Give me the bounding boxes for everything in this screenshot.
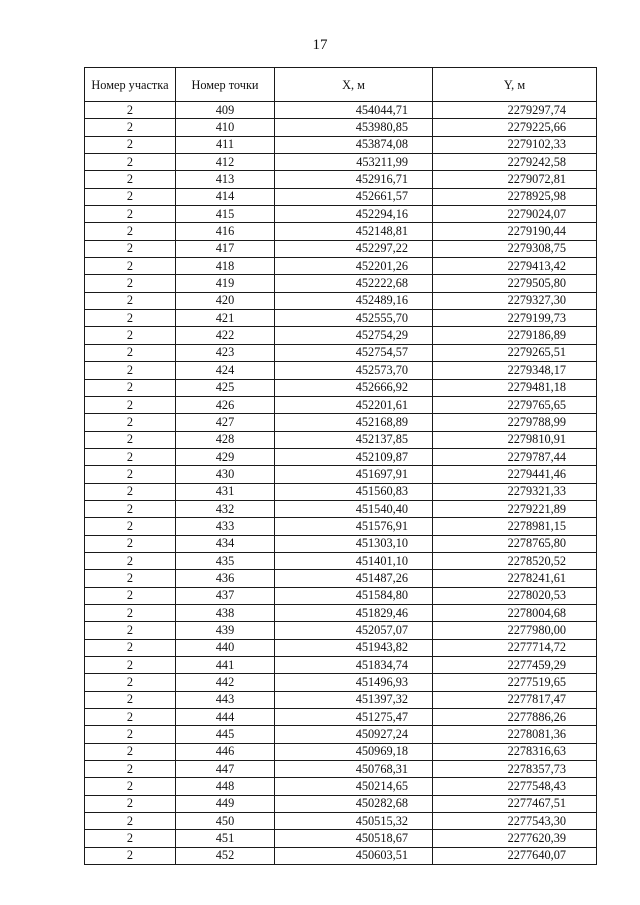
table-row: [85, 622, 597, 639]
cell-y-coordinate: 2277620,39: [433, 830, 597, 847]
cell-y-coordinate: 2279348,17: [433, 362, 597, 379]
cell-y-coordinate: 2277519,65: [433, 674, 597, 691]
cell-plot-number: 2: [85, 709, 176, 726]
cell-y-coordinate: 2279413,42: [433, 258, 597, 275]
cell-x-coordinate: 452168,89: [275, 414, 433, 431]
cell-plot-number: 2: [85, 761, 176, 778]
cell-plot-number: 2: [85, 258, 176, 275]
cell-y-coordinate: 2278241,61: [433, 570, 597, 587]
cell-plot-number: 2: [85, 795, 176, 812]
table-row: [85, 570, 597, 587]
cell-plot-number: 2: [85, 518, 176, 535]
cell-y-coordinate: 2277459,29: [433, 657, 597, 674]
cell-y-coordinate: 2279787,44: [433, 448, 597, 465]
cell-y-coordinate: 2279190,44: [433, 223, 597, 240]
cell-point-number: 424: [176, 362, 275, 379]
cell-y-coordinate: 2277543,30: [433, 813, 597, 830]
table-row: [85, 379, 597, 396]
cell-plot-number: 2: [85, 240, 176, 257]
cell-point-number: 410: [176, 119, 275, 136]
cell-point-number: 422: [176, 327, 275, 344]
cell-point-number: 415: [176, 206, 275, 223]
cell-x-coordinate: 452057,07: [275, 622, 433, 639]
table-row: [85, 830, 597, 847]
cell-point-number: 431: [176, 483, 275, 500]
table-row: [85, 500, 597, 517]
cell-point-number: 416: [176, 223, 275, 240]
cell-point-number: 419: [176, 275, 275, 292]
table-row: [85, 154, 597, 171]
table-row: [85, 223, 597, 240]
cell-x-coordinate: 452294,16: [275, 206, 433, 223]
cell-plot-number: 2: [85, 639, 176, 656]
cell-x-coordinate: 452201,61: [275, 396, 433, 413]
cell-point-number: 425: [176, 379, 275, 396]
cell-x-coordinate: 452137,85: [275, 431, 433, 448]
cell-x-coordinate: 451697,91: [275, 466, 433, 483]
cell-point-number: 448: [176, 778, 275, 795]
cell-point-number: 421: [176, 310, 275, 327]
cell-y-coordinate: 2279024,07: [433, 206, 597, 223]
cell-point-number: 436: [176, 570, 275, 587]
table-body: [85, 102, 597, 865]
table-row: [85, 102, 597, 119]
table-row: [85, 258, 597, 275]
cell-point-number: 444: [176, 709, 275, 726]
cell-x-coordinate: 452754,57: [275, 344, 433, 361]
table-row: [85, 709, 597, 726]
table-row: [85, 396, 597, 413]
table-row: [85, 535, 597, 552]
cell-x-coordinate: 452297,22: [275, 240, 433, 257]
cell-y-coordinate: 2279441,46: [433, 466, 597, 483]
cell-y-coordinate: 2277980,00: [433, 622, 597, 639]
cell-x-coordinate: 451584,80: [275, 587, 433, 604]
cell-y-coordinate: 2279810,91: [433, 431, 597, 448]
cell-x-coordinate: 451834,74: [275, 657, 433, 674]
cell-y-coordinate: 2279225,66: [433, 119, 597, 136]
cell-plot-number: 2: [85, 119, 176, 136]
cell-x-coordinate: 451275,47: [275, 709, 433, 726]
cell-x-coordinate: 451303,10: [275, 535, 433, 552]
cell-x-coordinate: 452148,81: [275, 223, 433, 240]
cell-plot-number: 2: [85, 102, 176, 119]
table-row: [85, 691, 597, 708]
cell-plot-number: 2: [85, 223, 176, 240]
cell-y-coordinate: 2279321,33: [433, 483, 597, 500]
table-row: [85, 362, 597, 379]
cell-y-coordinate: 2278765,80: [433, 535, 597, 552]
cell-point-number: 434: [176, 535, 275, 552]
cell-point-number: 446: [176, 743, 275, 760]
table-row: [85, 414, 597, 431]
cell-plot-number: 2: [85, 344, 176, 361]
table-row: [85, 778, 597, 795]
cell-plot-number: 2: [85, 743, 176, 760]
cell-plot-number: 2: [85, 275, 176, 292]
cell-point-number: 411: [176, 136, 275, 153]
cell-y-coordinate: 2279481,18: [433, 379, 597, 396]
cell-plot-number: 2: [85, 414, 176, 431]
cell-point-number: 417: [176, 240, 275, 257]
table-row: [85, 136, 597, 153]
cell-plot-number: 2: [85, 622, 176, 639]
cell-plot-number: 2: [85, 136, 176, 153]
cell-x-coordinate: 450515,32: [275, 813, 433, 830]
cell-plot-number: 2: [85, 292, 176, 309]
cell-x-coordinate: 452555,70: [275, 310, 433, 327]
table-row: [85, 483, 597, 500]
cell-y-coordinate: 2279765,65: [433, 396, 597, 413]
cell-x-coordinate: 450518,67: [275, 830, 433, 847]
cell-x-coordinate: 452489,16: [275, 292, 433, 309]
table-row: [85, 119, 597, 136]
table-row: [85, 310, 597, 327]
cell-plot-number: 2: [85, 396, 176, 413]
cell-plot-number: 2: [85, 587, 176, 604]
cell-x-coordinate: 451576,91: [275, 518, 433, 535]
cell-plot-number: 2: [85, 657, 176, 674]
cell-y-coordinate: 2279788,99: [433, 414, 597, 431]
table-row: [85, 552, 597, 569]
cell-y-coordinate: 2278520,52: [433, 552, 597, 569]
table-row: [85, 604, 597, 621]
table-row: [85, 240, 597, 257]
cell-plot-number: 2: [85, 674, 176, 691]
cell-x-coordinate: 452916,71: [275, 171, 433, 188]
cell-y-coordinate: 2278020,53: [433, 587, 597, 604]
table-row: [85, 206, 597, 223]
cell-plot-number: 2: [85, 188, 176, 205]
coordinates-table: [84, 67, 597, 865]
table-row: [85, 587, 597, 604]
table-row: [85, 431, 597, 448]
cell-x-coordinate: 451943,82: [275, 639, 433, 656]
table-row: [85, 466, 597, 483]
cell-x-coordinate: 454044,71: [275, 102, 433, 119]
cell-y-coordinate: 2277714,72: [433, 639, 597, 656]
cell-y-coordinate: 2279242,58: [433, 154, 597, 171]
cell-point-number: 413: [176, 171, 275, 188]
cell-y-coordinate: 2279308,75: [433, 240, 597, 257]
cell-x-coordinate: 451487,26: [275, 570, 433, 587]
cell-y-coordinate: 2279072,81: [433, 171, 597, 188]
cell-plot-number: 2: [85, 431, 176, 448]
header-point-number: Номер точки: [176, 68, 275, 102]
table-row: [85, 813, 597, 830]
header-x-coordinate: X, м: [275, 68, 433, 102]
table-row: [85, 448, 597, 465]
cell-y-coordinate: 2279102,33: [433, 136, 597, 153]
cell-plot-number: 2: [85, 379, 176, 396]
cell-plot-number: 2: [85, 813, 176, 830]
table-row: [85, 761, 597, 778]
cell-point-number: 451: [176, 830, 275, 847]
cell-x-coordinate: 453874,08: [275, 136, 433, 153]
table-row: [85, 726, 597, 743]
cell-point-number: 437: [176, 587, 275, 604]
cell-plot-number: 2: [85, 604, 176, 621]
cell-point-number: 412: [176, 154, 275, 171]
cell-point-number: 445: [176, 726, 275, 743]
cell-point-number: 435: [176, 552, 275, 569]
cell-plot-number: 2: [85, 830, 176, 847]
cell-x-coordinate: 452222,68: [275, 275, 433, 292]
cell-point-number: 430: [176, 466, 275, 483]
cell-plot-number: 2: [85, 466, 176, 483]
cell-y-coordinate: 2278004,68: [433, 604, 597, 621]
cell-plot-number: 2: [85, 778, 176, 795]
cell-y-coordinate: 2277467,51: [433, 795, 597, 812]
table-row: [85, 275, 597, 292]
header-y-coordinate: Y, м: [433, 68, 597, 102]
cell-x-coordinate: 451540,40: [275, 500, 433, 517]
cell-plot-number: 2: [85, 310, 176, 327]
table-row: [85, 657, 597, 674]
cell-point-number: 414: [176, 188, 275, 205]
cell-y-coordinate: 2279505,80: [433, 275, 597, 292]
cell-y-coordinate: 2279297,74: [433, 102, 597, 119]
cell-point-number: 418: [176, 258, 275, 275]
cell-x-coordinate: 450603,51: [275, 847, 433, 864]
cell-plot-number: 2: [85, 154, 176, 171]
cell-x-coordinate: 451829,46: [275, 604, 433, 621]
cell-y-coordinate: 2279265,51: [433, 344, 597, 361]
cell-y-coordinate: 2277886,26: [433, 709, 597, 726]
cell-y-coordinate: 2278925,98: [433, 188, 597, 205]
cell-plot-number: 2: [85, 847, 176, 864]
cell-plot-number: 2: [85, 327, 176, 344]
cell-y-coordinate: 2279199,73: [433, 310, 597, 327]
cell-plot-number: 2: [85, 552, 176, 569]
cell-plot-number: 2: [85, 448, 176, 465]
cell-point-number: 409: [176, 102, 275, 119]
cell-point-number: 432: [176, 500, 275, 517]
cell-x-coordinate: 452573,70: [275, 362, 433, 379]
cell-point-number: 449: [176, 795, 275, 812]
cell-x-coordinate: 450282,68: [275, 795, 433, 812]
cell-x-coordinate: 451401,10: [275, 552, 433, 569]
cell-point-number: 423: [176, 344, 275, 361]
cell-point-number: 420: [176, 292, 275, 309]
cell-x-coordinate: 451560,83: [275, 483, 433, 500]
table-header-row: [85, 68, 597, 102]
cell-point-number: 438: [176, 604, 275, 621]
cell-y-coordinate: 2277640,07: [433, 847, 597, 864]
cell-x-coordinate: 450768,31: [275, 761, 433, 778]
cell-y-coordinate: 2279186,89: [433, 327, 597, 344]
table-row: [85, 292, 597, 309]
cell-point-number: 439: [176, 622, 275, 639]
cell-plot-number: 2: [85, 691, 176, 708]
cell-point-number: 429: [176, 448, 275, 465]
table-row: [85, 171, 597, 188]
cell-x-coordinate: 452666,92: [275, 379, 433, 396]
cell-y-coordinate: 2278081,36: [433, 726, 597, 743]
cell-plot-number: 2: [85, 206, 176, 223]
cell-point-number: 452: [176, 847, 275, 864]
cell-point-number: 441: [176, 657, 275, 674]
cell-x-coordinate: 452661,57: [275, 188, 433, 205]
cell-point-number: 433: [176, 518, 275, 535]
cell-y-coordinate: 2278981,15: [433, 518, 597, 535]
table-row: [85, 327, 597, 344]
cell-y-coordinate: 2277817,47: [433, 691, 597, 708]
header-plot-number: Номер участка: [85, 68, 176, 102]
cell-x-coordinate: 451496,93: [275, 674, 433, 691]
cell-plot-number: 2: [85, 570, 176, 587]
cell-point-number: 440: [176, 639, 275, 656]
cell-x-coordinate: 450927,24: [275, 726, 433, 743]
cell-point-number: 442: [176, 674, 275, 691]
cell-x-coordinate: 453980,85: [275, 119, 433, 136]
table-row: [85, 795, 597, 812]
cell-y-coordinate: 2277548,43: [433, 778, 597, 795]
cell-point-number: 428: [176, 431, 275, 448]
table-row: [85, 674, 597, 691]
cell-x-coordinate: 452201,26: [275, 258, 433, 275]
cell-y-coordinate: 2279221,89: [433, 500, 597, 517]
cell-x-coordinate: 452109,87: [275, 448, 433, 465]
cell-x-coordinate: 453211,99: [275, 154, 433, 171]
cell-x-coordinate: 450214,65: [275, 778, 433, 795]
table-row: [85, 847, 597, 864]
cell-plot-number: 2: [85, 726, 176, 743]
cell-y-coordinate: 2279327,30: [433, 292, 597, 309]
cell-plot-number: 2: [85, 500, 176, 517]
cell-plot-number: 2: [85, 362, 176, 379]
cell-point-number: 443: [176, 691, 275, 708]
cell-y-coordinate: 2278357,73: [433, 761, 597, 778]
cell-point-number: 427: [176, 414, 275, 431]
cell-point-number: 426: [176, 396, 275, 413]
cell-point-number: 450: [176, 813, 275, 830]
cell-plot-number: 2: [85, 535, 176, 552]
table-row: [85, 743, 597, 760]
table-row: [85, 518, 597, 535]
cell-plot-number: 2: [85, 483, 176, 500]
table-row: [85, 344, 597, 361]
cell-y-coordinate: 2278316,63: [433, 743, 597, 760]
cell-point-number: 447: [176, 761, 275, 778]
cell-x-coordinate: 451397,32: [275, 691, 433, 708]
cell-x-coordinate: 450969,18: [275, 743, 433, 760]
cell-x-coordinate: 452754,29: [275, 327, 433, 344]
table-row: [85, 188, 597, 205]
table-row: [85, 639, 597, 656]
cell-plot-number: 2: [85, 171, 176, 188]
page-number: 17: [312, 37, 328, 53]
